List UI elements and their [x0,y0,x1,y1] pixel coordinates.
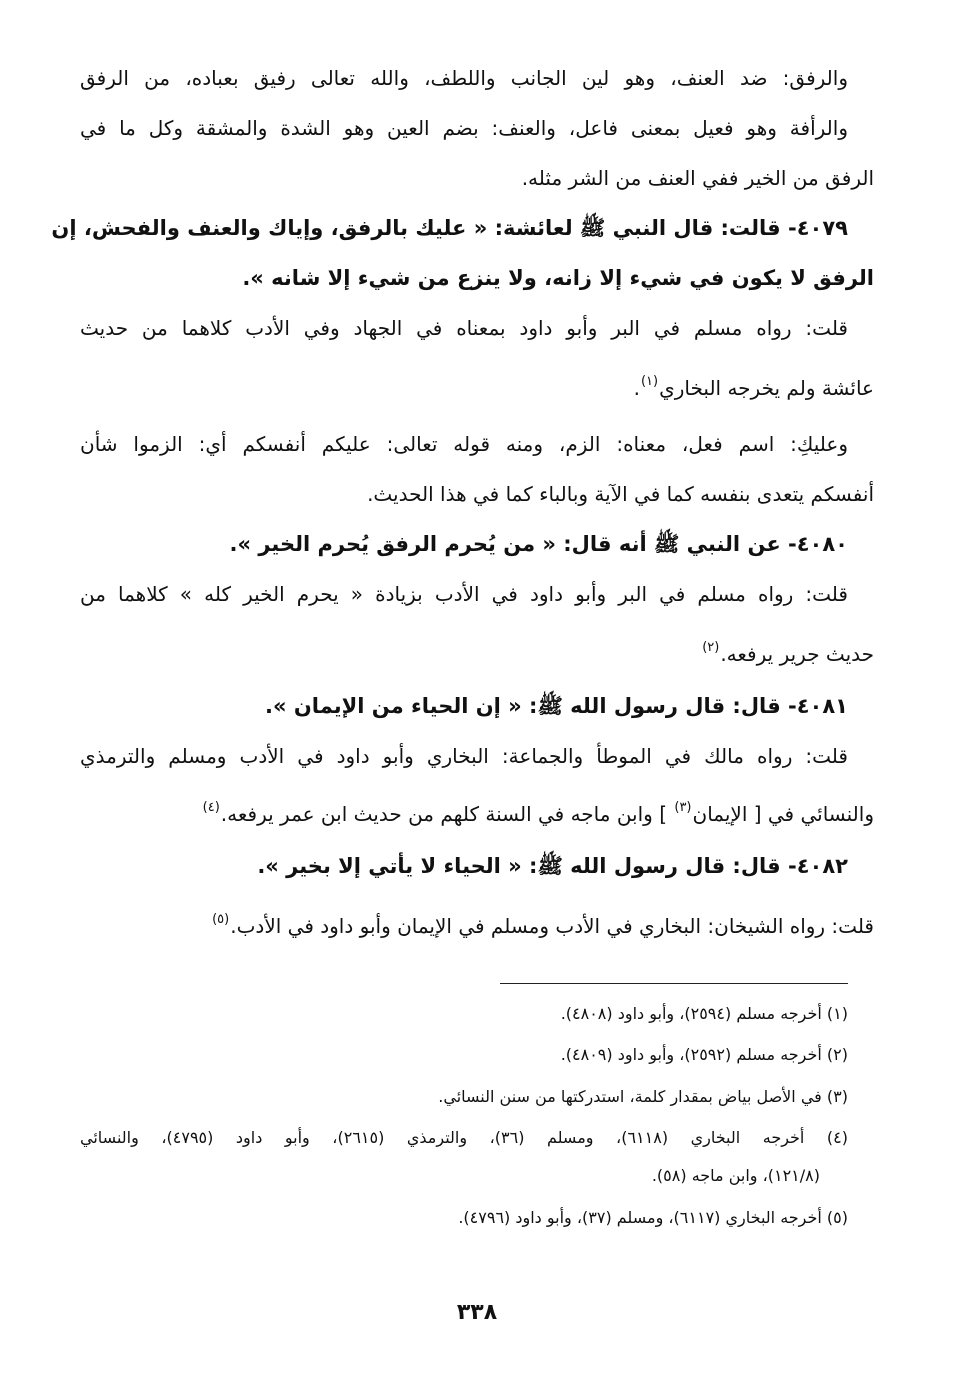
footnote-divider [500,983,848,984]
footnote-marker: (٤) [202,800,220,815]
citation-line: عائشة ولم يخرجه البخاري$^{(١)}$. [633,374,874,400]
hadith-heading-4082: ٤٠٨٢- قال: قال رسول الله ﷺ: « الحياء لا يأتي إلا بخير ». [257,854,848,878]
paragraph-line: والرفق: ضد العنف، وهو لين الجانب واللطف، والله تعالى رفيق بعباده، من الرفق [80,66,848,90]
hadith-heading-4079-cont: الرفق لا يكون في شيء إلا زانه، ولا ينزع من شيء إلا شانه ». [242,266,874,290]
footnote-marker: (٢) [702,640,720,655]
paragraph-line: أنفسكم يتعدى بنفسه كما في الآية وبالباء كما في هذا الحديث. [367,482,874,506]
footnote: (٢) أخرجه مسلم (٢٥٩٢)، وأبو داود (٤٨٠٩). [560,1045,848,1064]
footnote-cont: (١٢١/٨)، وابن ماجه (٥٨). [651,1166,820,1185]
hadith-heading-4079: ٤٠٧٩- قالت: قال النبي ﷺ لعائشة: « عليك بالرفق، وإياك والعنف والفحش، إن [51,216,848,240]
page-number: ٣٣٨ [456,1300,498,1325]
citation-text: قلت: رواه الشيخان: البخاري في الأدب ومسلم في الإيمان وأبو داود في الأدب. [230,914,874,938]
citation-line: قلت: رواه مسلم في البر وأبو داود في الأدب بزيادة « يحرم الخير كله » كلاهما من [80,582,848,606]
citation-line: قلت: رواه مالك في الموطأ والجماعة: البخاري وأبو داود في الأدب ومسلم والترمذي [80,744,848,768]
footnote: (٤) أخرجه البخاري (٦١١٨)، ومسلم (٣٦)، والترمذي (٢٦١٥)، وأبو داود (٤٧٩٥)، والنسائي [80,1128,849,1147]
footnote: (٣) في الأصل بياض بمقدار كلمة، استدركتها من سنن النسائي. [438,1087,848,1106]
citation-text: عائشة ولم يخرجه البخاري [659,376,874,400]
footnote: (١) أخرجه مسلم (٢٥٩٤)، وأبو داود (٤٨٠٨). [560,1004,848,1023]
hadith-heading-4081: ٤٠٨١- قال: قال رسول الله ﷺ: « إن الحياء من الإيمان ». [265,694,848,718]
footnote-marker: (١) [640,374,659,389]
citation-line: قلت: رواه مسلم في البر وأبو داود بمعناه في الجهاد وفي الأدب كلاهما من حديث [80,316,848,340]
footnote-marker: (٥) [212,912,230,927]
citation-line [202,800,874,832]
citation-line [701,640,874,672]
paragraph-line: الرفق من الخير ففي العنف من الشر مثله. [521,166,874,190]
citation-text: ] وابن ماجه في السنة كلهم من حديث ابن عمر يرفعه. [220,802,674,826]
citation-text: والنسائي في [ الإيمان [692,802,874,826]
paragraph-line: وعليكِ: اسم فعل، معناه: الزم، ومنه قوله تعالى: عليكم أنفسكم أي: الزموا شأن [80,432,848,456]
hadith-heading-4080: ٤٠٨٠- عن النبي ﷺ أنه قال: « من يُحرم الرفق يُحرم الخير ». [229,532,848,556]
paragraph-line: والرأفة وهو فعيل بمعنى فاعل، والعنف: بضم العين وهو الشدة والمشقة وكل ما في [80,116,848,140]
citation-text: حديث جرير يرفعه. [720,642,874,666]
footnote: (٥) أخرجه البخاري (٦١١٧)، ومسلم (٣٧)، وأبو داود (٤٧٩٦). [458,1208,848,1227]
citation-line [211,912,874,944]
footnote-marker: (٣) [674,800,692,815]
